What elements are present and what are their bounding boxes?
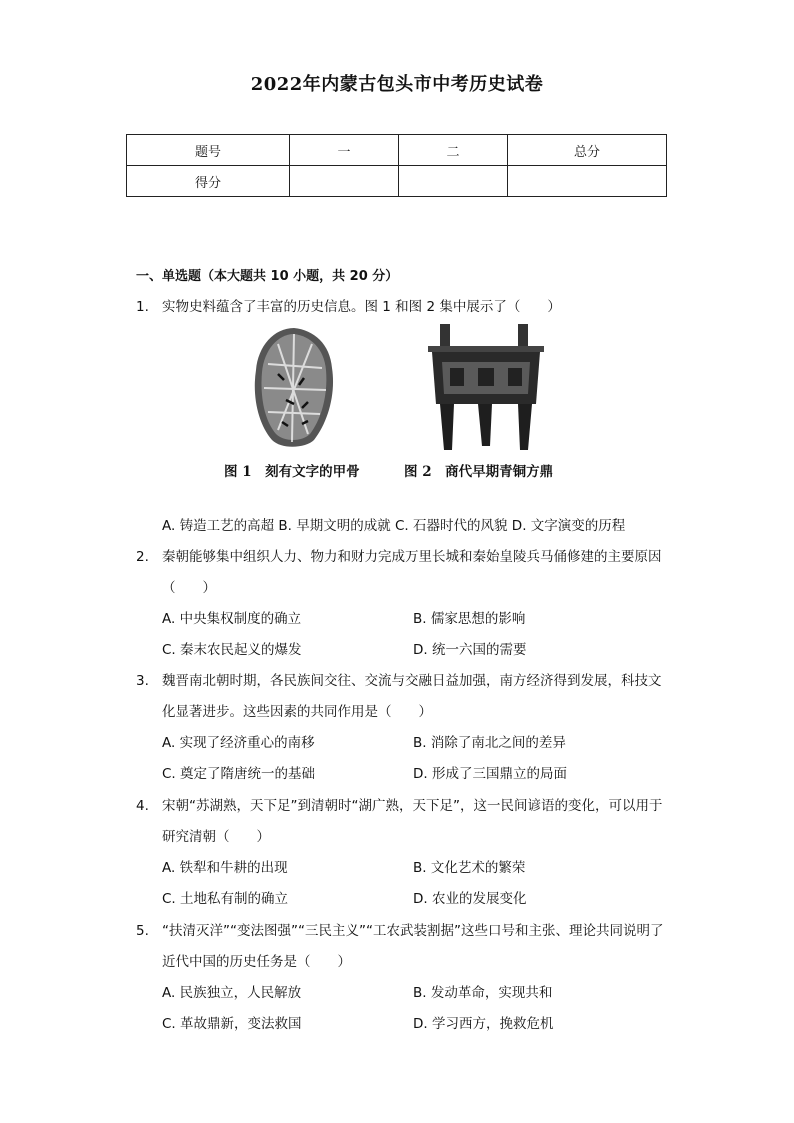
question-1-figure bbox=[220, 320, 580, 490]
score-table bbox=[126, 134, 667, 197]
header-cell-part2: 二 bbox=[399, 135, 508, 166]
score-row-label: 得分 bbox=[127, 166, 290, 197]
option-c[interactable]: C. 革故鼎新，变法救国 bbox=[162, 1016, 302, 1032]
question-text: 宋朝“苏湖熟，天下足”到清朝时“湖广熟，天下足”，这一民间谚语的变化，可以用于研究清朝（ ） bbox=[162, 798, 663, 845]
options-row bbox=[162, 604, 666, 635]
option-a[interactable]: A. 铁犁和牛耕的出现 bbox=[162, 860, 288, 876]
options-row bbox=[162, 853, 666, 884]
question-text: 魏晋南北朝时期，各民族间交往、交流与交融日益加强，南方经济得到发展，科技文化显著进步。这些因素的共同作用是（ ） bbox=[162, 673, 662, 720]
options-row bbox=[162, 884, 666, 915]
options-row bbox=[162, 728, 666, 759]
question-2 bbox=[136, 542, 666, 666]
header-cell-part1: 一 bbox=[290, 135, 399, 166]
option-d[interactable]: D. 统一六国的需要 bbox=[413, 642, 527, 658]
question-text: 实物史料蕴含了丰富的历史信息。图 1 和图 2 集中展示了（ ） bbox=[162, 299, 561, 315]
option-b[interactable]: B. 儒家思想的影响 bbox=[413, 611, 526, 627]
score-cell-part1[interactable] bbox=[290, 166, 399, 197]
question-1-inline-options[interactable]: A. 铸造工艺的高超 B. 早期文明的成就 C. 石器时代的风貌 D. 文字演变的历程 bbox=[162, 518, 626, 534]
header-cell-total: 总分 bbox=[508, 135, 667, 166]
option-b[interactable]: B. 文化艺术的繁荣 bbox=[413, 860, 526, 876]
options-row bbox=[162, 635, 666, 666]
options-row bbox=[162, 978, 666, 1009]
figure-2-caption: 图 2 商代早期青铜方鼎 bbox=[404, 464, 554, 480]
option-b[interactable]: B. 消除了南北之间的差异 bbox=[413, 735, 566, 751]
question-number: 4. bbox=[136, 798, 149, 814]
score-cell-part2[interactable] bbox=[399, 166, 508, 197]
option-a[interactable]: A. 中央集权制度的确立 bbox=[162, 611, 302, 627]
question-5 bbox=[136, 916, 666, 1040]
options-row bbox=[162, 1009, 666, 1040]
option-b[interactable]: B. 发动革命，实现共和 bbox=[413, 985, 553, 1001]
bronze-ding-image bbox=[420, 322, 552, 454]
question-number: 1. bbox=[136, 299, 149, 315]
option-c[interactable]: C. 秦末农民起义的爆发 bbox=[162, 642, 302, 658]
options-row bbox=[162, 759, 666, 790]
question-number: 5. bbox=[136, 923, 149, 939]
section-heading: 一、单选题（本大题共 10 小题，共 20 分） bbox=[136, 269, 399, 284]
question-4 bbox=[136, 791, 666, 915]
score-table-header-row bbox=[127, 135, 667, 166]
option-a[interactable]: A. 民族独立，人民解放 bbox=[162, 985, 302, 1001]
option-c[interactable]: C. 土地私有制的确立 bbox=[162, 891, 289, 907]
question-1 bbox=[136, 292, 666, 323]
option-a[interactable]: A. 实现了经济重心的南移 bbox=[162, 735, 315, 751]
score-cell-total[interactable] bbox=[508, 166, 667, 197]
question-number: 2. bbox=[136, 549, 149, 565]
option-c[interactable]: C. 奠定了隋唐统一的基础 bbox=[162, 766, 316, 782]
question-3 bbox=[136, 666, 666, 790]
figure-1-caption: 图 1 刻有文字的甲骨 bbox=[224, 464, 360, 480]
question-text: 秦朝能够集中组织人力、物力和财力完成万里长城和秦始皇陵兵马俑修建的主要原因（ ） bbox=[162, 549, 662, 596]
option-d[interactable]: D. 农业的发展变化 bbox=[413, 891, 527, 907]
option-d[interactable]: D. 形成了三国鼎立的局面 bbox=[413, 766, 567, 782]
question-1-options[interactable] bbox=[136, 511, 666, 542]
score-table-score-row bbox=[127, 166, 667, 197]
question-text: “扶清灭洋”“变法图强”“三民主义”“工农武装割据”这些口号和主张、理论共同说明了近代中国的历史任务是（ ） bbox=[162, 923, 664, 970]
option-d[interactable]: D. 学习西方，挽救危机 bbox=[413, 1016, 554, 1032]
oracle-bone-image bbox=[248, 324, 340, 452]
question-number: 3. bbox=[136, 673, 149, 689]
header-cell-number: 题号 bbox=[127, 135, 290, 166]
exam-title: 2022年内蒙古包头市中考历史试卷 bbox=[250, 74, 544, 95]
